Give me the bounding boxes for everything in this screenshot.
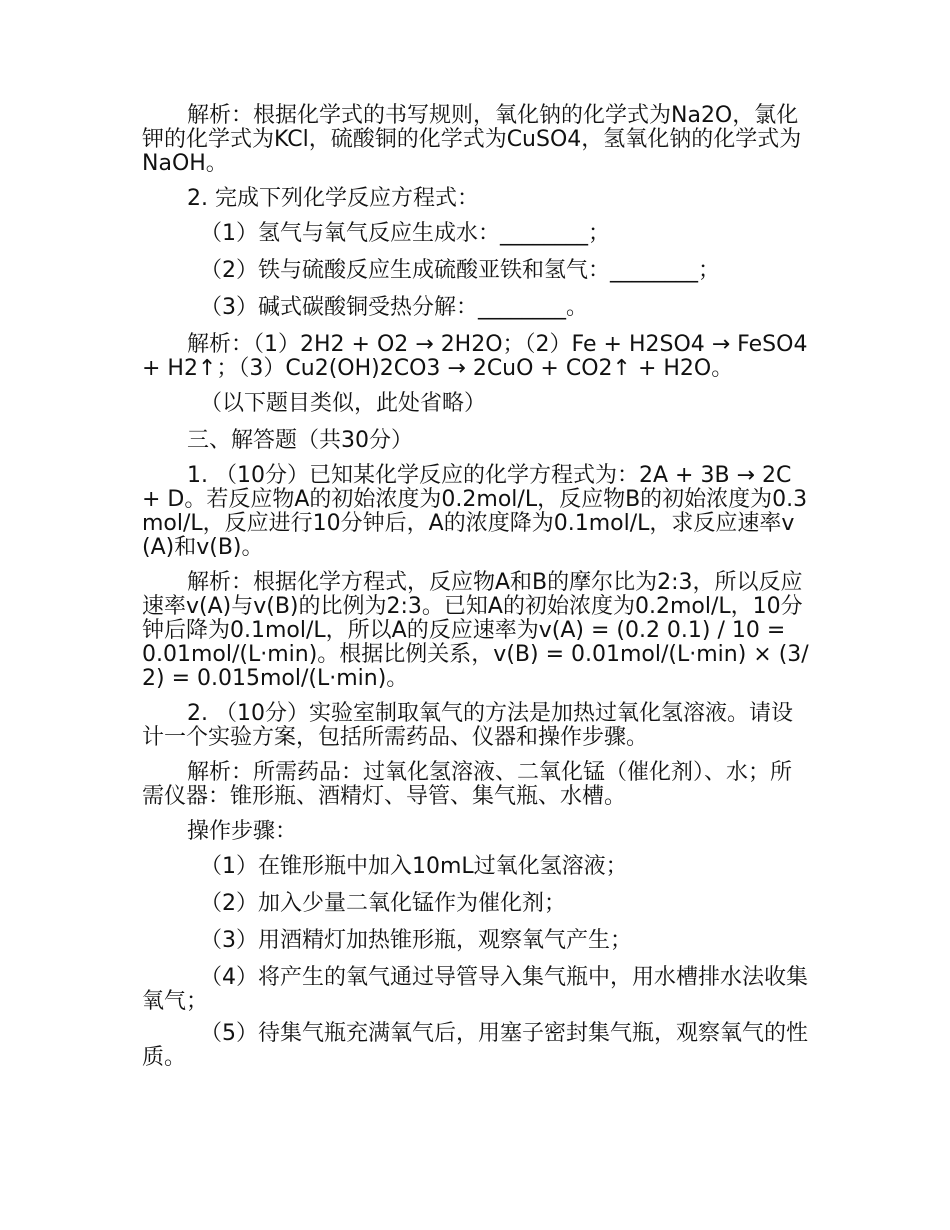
step-item: （3）用酒精灯加热锥形瓶，观察氧气产生； xyxy=(200,928,632,953)
steps-label: 操作步骤： xyxy=(187,819,298,844)
document-page xyxy=(142,104,810,1078)
question-paragraph: 2. （10分）实验室制取氧气的方法是加热过氧化氢溶液。请设计一个实验方案，包括所需药品、仪器和操作步骤。 xyxy=(142,701,793,750)
section-heading: 三、解答题（共30分） xyxy=(187,428,413,453)
sub-question: （1）氢气与氧气反应生成水：________； xyxy=(200,221,610,246)
omission-note: （以下题目类似，此处省略） xyxy=(200,391,487,416)
analysis-paragraph: 解析：根据化学式的书写规则，氧化钠的化学式为Na2O，氯化钾的化学式为KCl，硫酸铜的化学式为CuSO4，氢氧化钠的化学式为NaOH。 xyxy=(142,103,802,176)
sub-question: （3）碱式碳酸铜受热分解：________。 xyxy=(200,295,588,320)
question-paragraph: 1. （10分）已知某化学反应的化学方程式为：2A + 3B → 2C + D。若反应物A的初始浓度为0.2mol/L，反应物B的初始浓度为0.3mol/L，反应进行10分钟后，A的浓度降为0.1mol/L，求反应速率v(A)和v(B)。 xyxy=(142,463,808,560)
analysis-paragraph: 解析：（1）2H2 + O2 → 2H2O；（2）Fe + H2SO4 → FeSO4 + H2↑；（3）Cu2(OH)2CO3 → 2CuO + CO2↑ + H2O。 xyxy=(142,332,808,381)
step-item: （2）加入少量二氧化锰作为催化剂； xyxy=(200,891,566,916)
step-item: （4）将产生的氧气通过导管导入集气瓶中，用水槽排水法收集氧气； xyxy=(142,965,808,1014)
analysis-paragraph: 解析：根据化学方程式，反应物A和B的摩尔比为2:3，所以反应速率v(A)与v(B)的比例为2:3。已知A的初始浓度为0.2mol/L，10分钟后降为0.1mol/L，所以A的反应速率为v(A) = (0.2 0.1) / 10 = 0.01mol/(L·min)。根据比例关系，v(B) = 0.01mol/(L·min) × (3/2) = 0.015mol/(L·min)。 xyxy=(142,570,809,691)
step-item: （5）待集气瓶充满氧气后，用塞子密封集气瓶，观察氧气的性质。 xyxy=(142,1021,808,1070)
sub-question: （2）铁与硫酸反应生成硫酸亚铁和氢气：________； xyxy=(200,258,720,283)
analysis-paragraph: 解析：所需药品：过氧化氢溶液、二氧化锰（催化剂）、水；所需仪器：锥形瓶、酒精灯、导管、集气瓶、水槽。 xyxy=(142,760,793,809)
step-item: （1）在锥形瓶中加入10mL过氧化氢溶液； xyxy=(200,854,628,879)
question-paragraph: 2. 完成下列化学反应方程式： xyxy=(187,186,479,211)
